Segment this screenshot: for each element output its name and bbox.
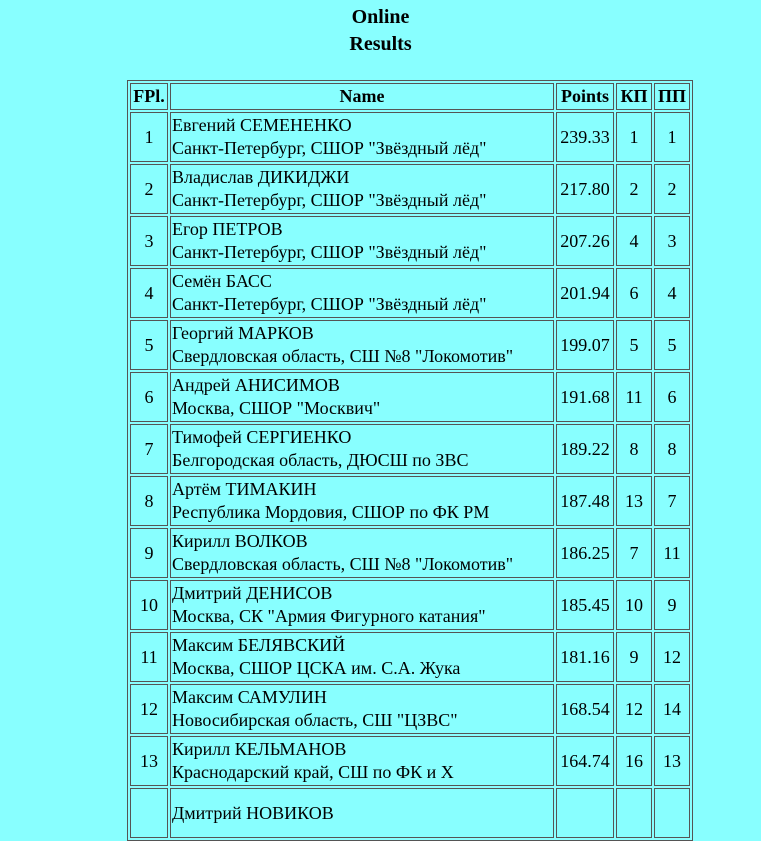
- points-cell: 181.16: [556, 632, 614, 682]
- table-row: [130, 372, 690, 422]
- kp-cell: 2: [616, 164, 652, 214]
- pp-cell: 9: [654, 580, 690, 630]
- kp-cell: 9: [616, 632, 652, 682]
- table-row: [130, 424, 690, 474]
- skater-club: Санкт-Петербург, СШОР "Звёздный лёд": [172, 242, 487, 262]
- skater-club: Новосибирская область, СШ "ЦЗВС": [172, 710, 458, 730]
- results-body: [130, 112, 690, 838]
- table-row: [130, 528, 690, 578]
- header-name: Name: [170, 83, 554, 110]
- pp-cell: 14: [654, 684, 690, 734]
- kp-cell: 5: [616, 320, 652, 370]
- place-cell: 10: [130, 580, 168, 630]
- table-row: [130, 320, 690, 370]
- pp-cell: 4: [654, 268, 690, 318]
- skater-club: Белгородская область, ДЮСШ по ЗВС: [172, 450, 469, 470]
- skater-club: Республика Мордовия, СШОР по ФК РМ: [172, 502, 490, 522]
- points-cell: 239.33: [556, 112, 614, 162]
- place-cell: 13: [130, 736, 168, 786]
- kp-cell: 8: [616, 424, 652, 474]
- points-cell: 189.22: [556, 424, 614, 474]
- name-cell: [170, 476, 554, 526]
- skater-name: Дмитрий ДЕНИСОВ: [172, 583, 333, 603]
- name-cell: [170, 632, 554, 682]
- pp-cell: [654, 788, 690, 838]
- skater-name: Кирилл ВОЛКОВ: [172, 531, 308, 551]
- skater-club: Санкт-Петербург, СШОР "Звёздный лёд": [172, 138, 487, 158]
- table-row: [130, 112, 690, 162]
- kp-cell: 13: [616, 476, 652, 526]
- skater-club: Свердловская область, СШ №8 "Локомотив": [172, 554, 514, 574]
- place-cell: 9: [130, 528, 168, 578]
- skater-name: Евгений СЕМЕНЕНКО: [172, 115, 352, 135]
- place-cell: 5: [130, 320, 168, 370]
- name-cell: [170, 372, 554, 422]
- header-fpl: FPl.: [130, 83, 168, 110]
- points-cell: 199.07: [556, 320, 614, 370]
- title-line-online: Online: [351, 6, 410, 28]
- points-cell: 207.26: [556, 216, 614, 266]
- name-cell: [170, 320, 554, 370]
- skater-name: Тимофей СЕРГИЕНКО: [172, 427, 352, 447]
- kp-cell: 11: [616, 372, 652, 422]
- kp-cell: 1: [616, 112, 652, 162]
- skater-club: Краснодарский край, СШ по ФК и Х: [172, 762, 454, 782]
- place-cell: 8: [130, 476, 168, 526]
- page-title: [0, 4, 761, 58]
- table-row: [130, 580, 690, 630]
- table-row: [130, 684, 690, 734]
- points-cell: 168.54: [556, 684, 614, 734]
- skater-name: Максим БЕЛЯВСКИЙ: [172, 635, 346, 655]
- skater-name: Владислав ДИКИДЖИ: [172, 167, 350, 187]
- place-cell: 7: [130, 424, 168, 474]
- table-row: [130, 216, 690, 266]
- pp-cell: 11: [654, 528, 690, 578]
- table-row: [130, 736, 690, 786]
- header-points: Points: [556, 83, 614, 110]
- name-cell: [170, 736, 554, 786]
- skater-name: Андрей АНИСИМОВ: [172, 375, 340, 395]
- name-cell: [170, 528, 554, 578]
- title-line-results: Results: [349, 33, 412, 55]
- points-cell: [556, 788, 614, 838]
- points-cell: 217.80: [556, 164, 614, 214]
- skater-club: Санкт-Петербург, СШОР "Звёздный лёд": [172, 294, 487, 314]
- name-cell: [170, 216, 554, 266]
- skater-club: Свердловская область, СШ №8 "Локомотив": [172, 346, 514, 366]
- points-cell: 186.25: [556, 528, 614, 578]
- skater-name: Кирилл КЕЛЬМАНОВ: [172, 739, 347, 759]
- name-cell: [170, 424, 554, 474]
- place-cell: [130, 788, 168, 838]
- place-cell: 3: [130, 216, 168, 266]
- table-row: [130, 268, 690, 318]
- skater-name: Семён БАСС: [172, 271, 272, 291]
- points-cell: 187.48: [556, 476, 614, 526]
- kp-cell: 7: [616, 528, 652, 578]
- pp-cell: 13: [654, 736, 690, 786]
- skater-name: Артём ТИМАКИН: [172, 479, 317, 499]
- name-cell: [170, 164, 554, 214]
- pp-cell: 1: [654, 112, 690, 162]
- name-cell: [170, 684, 554, 734]
- place-cell: 4: [130, 268, 168, 318]
- place-cell: 6: [130, 372, 168, 422]
- place-cell: 1: [130, 112, 168, 162]
- skater-name: Максим САМУЛИН: [172, 687, 327, 707]
- pp-cell: 12: [654, 632, 690, 682]
- skater-name: Дмитрий НОВИКОВ: [172, 802, 334, 823]
- pp-cell: 5: [654, 320, 690, 370]
- kp-cell: 6: [616, 268, 652, 318]
- points-cell: 164.74: [556, 736, 614, 786]
- points-cell: 191.68: [556, 372, 614, 422]
- name-cell: [170, 268, 554, 318]
- skater-club: Москва, СШОР "Москвич": [172, 398, 381, 418]
- pp-cell: 2: [654, 164, 690, 214]
- place-cell: 12: [130, 684, 168, 734]
- pp-cell: 3: [654, 216, 690, 266]
- skater-name: Егор ПЕТРОВ: [172, 219, 283, 239]
- skater-club: Москва, СШОР ЦСКА им. С.А. Жука: [172, 658, 461, 678]
- skater-club: Санкт-Петербург, СШОР "Звёздный лёд": [172, 190, 487, 210]
- kp-cell: 10: [616, 580, 652, 630]
- header-pp: ПП: [654, 83, 690, 110]
- place-cell: 2: [130, 164, 168, 214]
- name-cell: [170, 788, 554, 838]
- header-kp: КП: [616, 83, 652, 110]
- pp-cell: 7: [654, 476, 690, 526]
- kp-cell: 16: [616, 736, 652, 786]
- place-cell: 11: [130, 632, 168, 682]
- table-row: [130, 164, 690, 214]
- skater-name: Георгий МАРКОВ: [172, 323, 314, 343]
- pp-cell: 8: [654, 424, 690, 474]
- table-row: [130, 788, 690, 838]
- table-row: [130, 632, 690, 682]
- header-row: [130, 83, 690, 110]
- points-cell: 201.94: [556, 268, 614, 318]
- skater-club: Москва, СК "Армия Фигурного катания": [172, 606, 486, 626]
- kp-cell: 12: [616, 684, 652, 734]
- name-cell: [170, 112, 554, 162]
- table-row: [130, 476, 690, 526]
- name-cell: [170, 580, 554, 630]
- results-table: [127, 80, 693, 841]
- kp-cell: [616, 788, 652, 838]
- pp-cell: 6: [654, 372, 690, 422]
- kp-cell: 4: [616, 216, 652, 266]
- points-cell: 185.45: [556, 580, 614, 630]
